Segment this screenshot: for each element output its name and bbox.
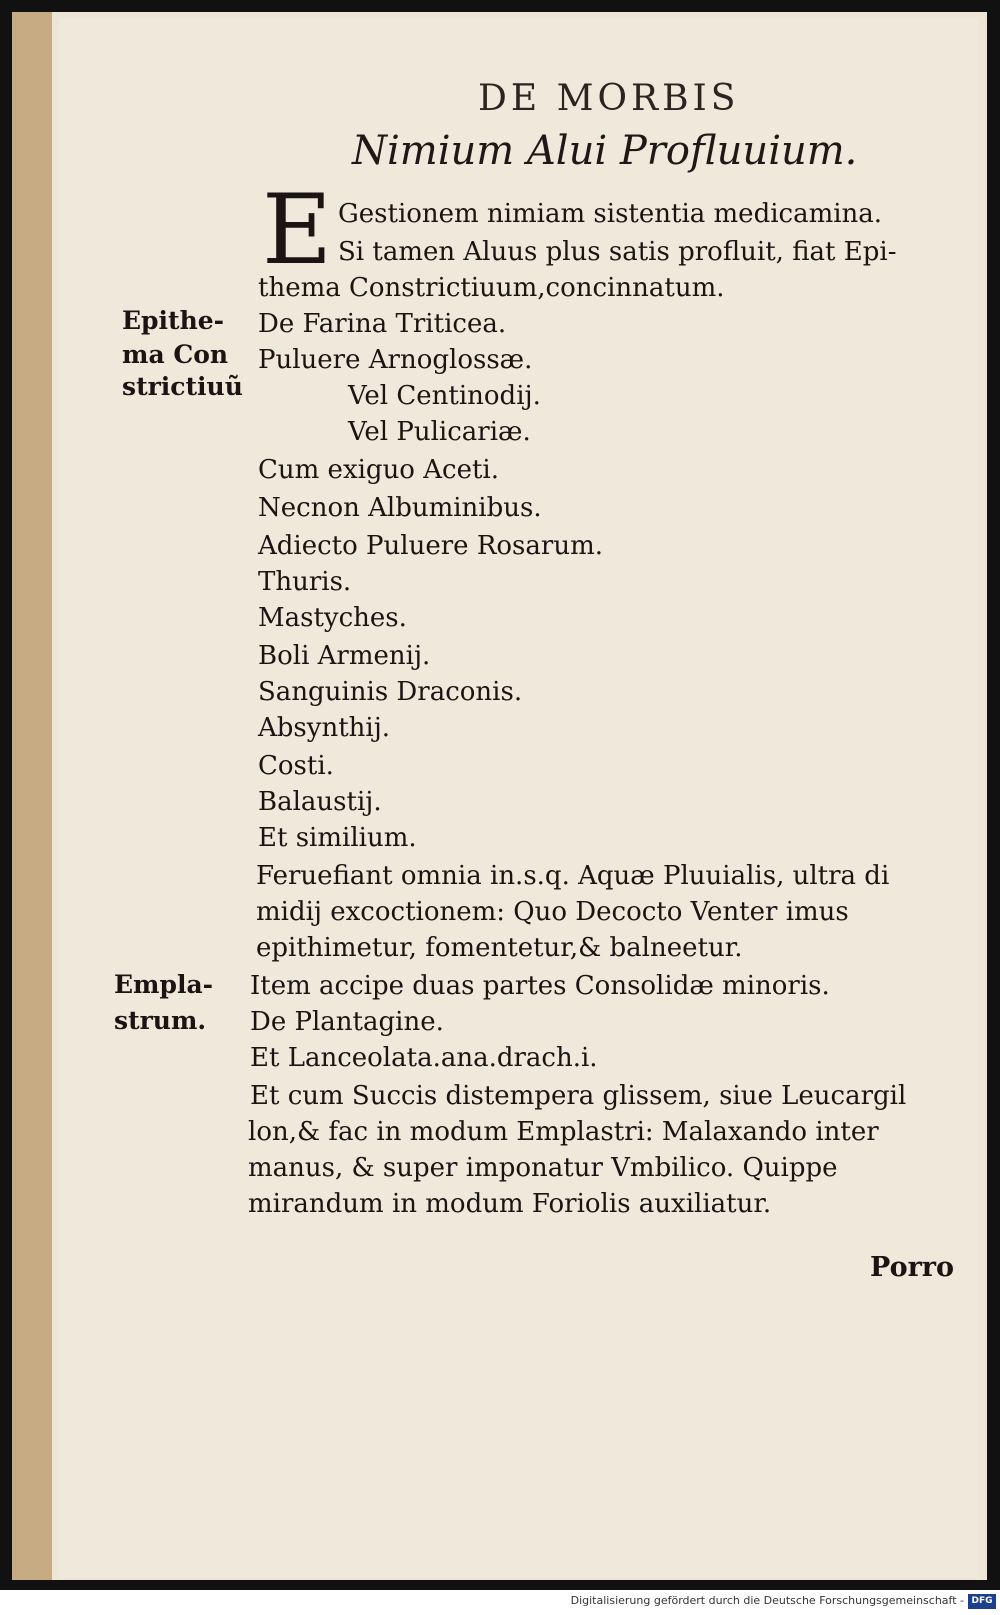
margin-note: strictiuũ — [122, 372, 243, 401]
text-line: Et Lanceolata.ana.drach.i. — [250, 1043, 598, 1073]
text-line: thema Constrictiuum,concinnatum. — [258, 273, 725, 303]
text-line: Vel Centinodij. — [348, 381, 541, 411]
margin-note: Empla- — [114, 970, 214, 999]
text-line: Mastyches. — [258, 603, 407, 633]
text-line: Boli Armenij. — [258, 641, 431, 671]
text-line: Absynthij. — [258, 713, 391, 743]
text-line: lon,& fac in modum Emplastri: Malaxando inter — [248, 1117, 879, 1147]
text-line: midij excoctionem: Quo Decocto Venter imus — [256, 897, 849, 927]
text-line: Si tamen Aluus plus satis profluit, fiat Epi- — [338, 237, 897, 267]
text-line: Item accipe duas partes Consolidæ minoris. — [250, 971, 830, 1001]
running-head: DE MORBIS — [478, 78, 740, 119]
margin-note: strum. — [114, 1006, 207, 1035]
text-line: epithimetur, fomentetur,& balneetur. — [256, 933, 743, 963]
dfg-logo-icon: DFG — [968, 1594, 996, 1609]
text-line: Costi. — [258, 751, 334, 781]
text-line: Balaustij. — [258, 787, 382, 817]
drop-cap: E — [262, 174, 333, 286]
text-line: Puluere Arnoglossæ. — [258, 345, 533, 375]
footer-credit: Digitalisierung gefördert durch die Deutsche Forschungsgemeinschaft - — [570, 1594, 964, 1607]
text-line: manus, & super imponatur Vmbilico. Quippe — [248, 1153, 838, 1183]
catchword: Porro — [870, 1252, 955, 1283]
digitization-footer — [0, 1592, 1000, 1615]
section-title: Nimium Alui Profluuium. — [352, 128, 858, 174]
margin-note: ma Con — [122, 340, 229, 369]
text-line: Et similium. — [258, 823, 417, 853]
text-line: Cum exiguo Aceti. — [258, 455, 499, 485]
text-line: Vel Pulicariæ. — [348, 417, 531, 447]
margin-note: Epithe- — [122, 306, 225, 335]
text-line: mirandum in modum Foriolis auxiliatur. — [248, 1189, 772, 1219]
text-line: Necnon Albuminibus. — [258, 493, 542, 523]
text-line: De Farina Triticea. — [258, 309, 507, 339]
text-line: Feruefiant omnia in.s.q. Aquæ Pluuialis, ultra di — [256, 861, 890, 891]
text-line: De Plantagine. — [250, 1007, 444, 1037]
text-line: Sanguinis Draconis. — [258, 677, 523, 707]
text-line: Thuris. — [258, 567, 352, 597]
text-line: Adiecto Puluere Rosarum. — [258, 531, 603, 561]
text-line: Et cum Succis distempera glissem, siue Leucargil — [250, 1081, 907, 1111]
text-line: Gestionem nimiam sistentia medicamina. — [338, 199, 883, 229]
